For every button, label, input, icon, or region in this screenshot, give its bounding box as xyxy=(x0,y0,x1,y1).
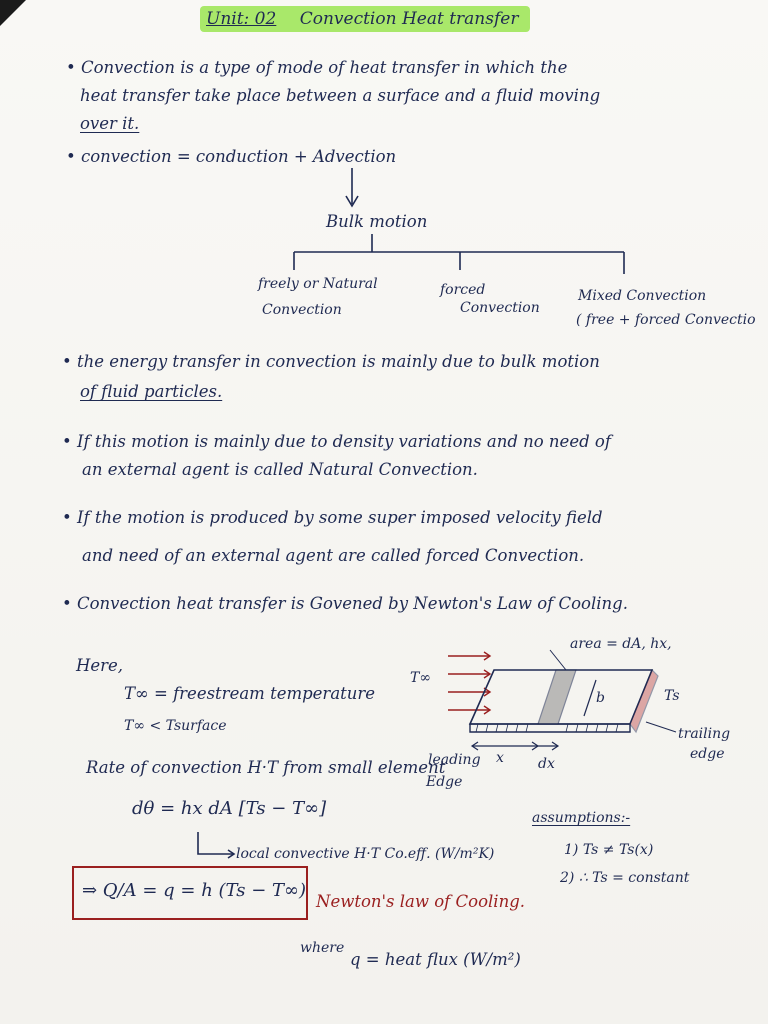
figure-trailing-2: edge xyxy=(690,746,725,762)
tree-forced-1: forced xyxy=(440,282,486,298)
assumption-2: 2) ∴ Ts = constant xyxy=(560,870,690,886)
bullet-2-line-1: • If this motion is mainly due to density variations and no need of xyxy=(62,432,611,451)
tree-mixed-2: ( free + forced Convectio xyxy=(576,312,756,328)
where-label: where xyxy=(300,940,345,956)
tree-forced-2: Convection xyxy=(460,300,540,316)
unit-topic: Convection Heat transfer xyxy=(299,9,519,29)
bullet-1-line-2: of fluid particles. xyxy=(80,382,223,401)
bullet-3-line-1: • If the motion is produced by some super imposed velocity field xyxy=(62,508,603,527)
tree-natural-2: Convection xyxy=(262,302,342,318)
assumptions-title: assumptions:- xyxy=(532,810,631,826)
figure-t-inf: T∞ xyxy=(410,670,431,686)
bullet-3-text-1: If the motion is produced by some super imposed velocity field xyxy=(76,508,603,527)
newton-law-label: Newton's law of Cooling. xyxy=(316,892,526,911)
rate-heading: Rate of convection H·T from small element xyxy=(86,758,446,777)
bullet-3-line-2: and need of an external agent are called forced Convection. xyxy=(82,546,585,565)
bullet-4-line-1: • Convection heat transfer is Govened by Newton's Law of Cooling. xyxy=(62,594,628,613)
here-label: Here, xyxy=(76,656,124,675)
figure-x-label: x xyxy=(496,750,504,766)
tree-mixed-1: Mixed Convection xyxy=(578,288,707,304)
bullet-4-text-1: Convection heat transfer is Govened by Newton's Law of Cooling. xyxy=(76,594,628,613)
here-def-2: T∞ < Tsurface xyxy=(124,718,227,734)
bullet-2-line-2: an external agent is called Natural Convection. xyxy=(82,460,478,479)
figure-leading-1: leading xyxy=(428,752,481,768)
coeff-pointer xyxy=(190,830,240,860)
unit-number: Unit: 02 xyxy=(206,9,277,29)
formula-line: • convection = conduction + Advection xyxy=(66,147,397,166)
figure-b-label: b xyxy=(596,690,605,706)
figure-dx-label: dx xyxy=(538,756,555,772)
tree-root: Bulk motion xyxy=(326,212,428,231)
heat-flux-definition: q = heat flux (W/m²) xyxy=(350,950,521,969)
figure-area-label: area = dA, hx, xyxy=(570,636,672,652)
definition-line-3: over it. xyxy=(80,114,140,133)
bullet-1-line-1: • the energy transfer in convection is mainly due to bulk motion xyxy=(62,352,600,371)
figure-trailing-1: trailing xyxy=(678,726,731,742)
formula-text: convection = conduction + Advection xyxy=(80,147,397,166)
definition-line-2: heat transfer take place between a surface and a fluid moving xyxy=(80,86,601,105)
rate-equation: dθ = hx dA [Ts − T∞] xyxy=(132,798,327,819)
assumption-1: 1) Ts ≠ Ts(x) xyxy=(564,842,654,858)
tree-natural-1: freely or Natural xyxy=(258,276,378,292)
page-corner xyxy=(0,0,26,26)
bullet-1-text-1: the energy transfer in convection is mainly due to bulk motion xyxy=(76,352,600,371)
unit-title xyxy=(200,6,530,32)
newton-equation: ⇒ Q/A = q = h (Ts − T∞) xyxy=(82,880,307,901)
rate-coeff: local convective H·T Co.eff. (W/m²K) xyxy=(236,846,495,862)
figure-ts-label: Ts xyxy=(664,688,680,704)
here-def-1: T∞ = freestream temperature xyxy=(124,684,376,703)
definition-line-1: • Convection is a type of mode of heat transfer in which the xyxy=(66,58,568,77)
figure-leading-2: Edge xyxy=(426,774,463,790)
definition-text-1: Convection is a type of mode of heat transfer in which the xyxy=(80,58,568,77)
bullet-2-text-1: If this motion is mainly due to density variations and no need of xyxy=(76,432,611,451)
